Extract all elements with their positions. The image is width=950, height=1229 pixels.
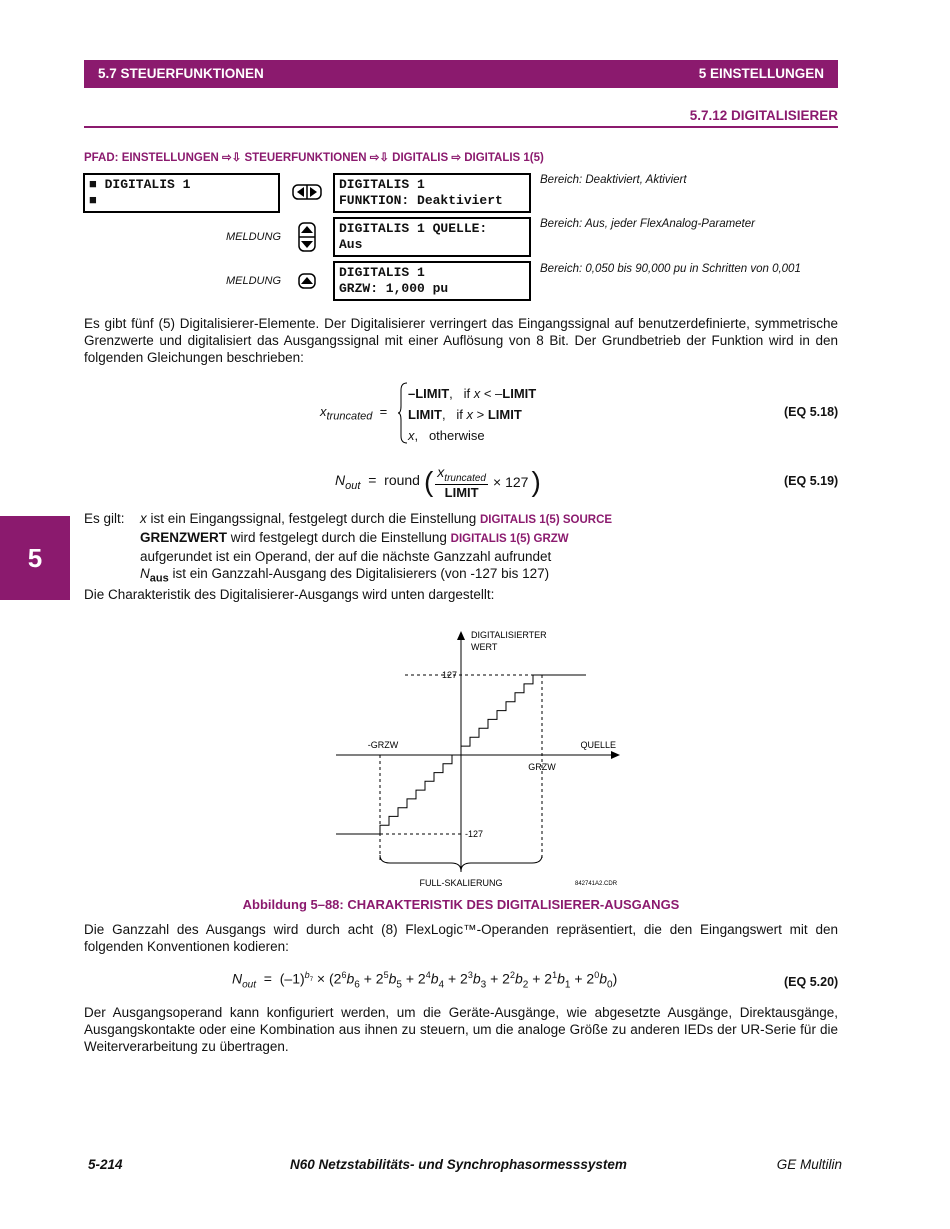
eq518-label: (EQ 5.18) bbox=[784, 405, 839, 419]
digitizer-characteristic-figure bbox=[330, 620, 630, 895]
footer-page-number: 5-214 bbox=[88, 1157, 123, 1172]
eq518-cases bbox=[408, 383, 536, 446]
eq518-lhs: $x_{truncated}$ = bbox=[320, 404, 388, 423]
pos-limit-label: GRZW bbox=[528, 762, 556, 772]
eq518-case-1: –LIMIT, if x < –LIMIT bbox=[408, 386, 537, 401]
menu-root-box: ■ DIGITALIS 1 ■ bbox=[83, 173, 280, 213]
up-down-key-icon bbox=[298, 222, 316, 252]
y-axis-arrow bbox=[457, 631, 465, 640]
settings-path: PFAD: EINSTELLUNGEN ⇨⇩ STEUERFUNKTIONEN ⇨⇩ DIGITALIS ⇨ DIGITALIS 1(5) bbox=[84, 152, 544, 164]
where-line-3: aufgerundet ist ein Operand, der auf die nächste Ganzzahl aufrundet bbox=[140, 549, 552, 564]
message-label: MELDUNG bbox=[226, 275, 282, 287]
section-title-right: 5 EINSTELLUNGEN bbox=[698, 66, 824, 81]
paragraph-3: Der Ausgangsoperand kann konfiguriert werden, um die Geräte-Ausgänge, wie abgesetzte Ausgänge, Direktausgänge, Ausgangskontakte oder eine Kombination aus ihnen zu steuern, um die analoge Größe zu anderen IEDs der UR-Serie für die Weiterverarbeitung zu übertragen. bbox=[84, 1005, 838, 1054]
x-label: QUELLE bbox=[580, 740, 616, 750]
display-limit: DIGITALIS 1 GRZW: 1,000 pu bbox=[333, 261, 531, 301]
message-label: MELDUNG bbox=[226, 231, 282, 243]
subsection-title: 5.7.12 DIGITALISIERER bbox=[689, 108, 838, 123]
display-source: DIGITALIS 1 QUELLE: Aus bbox=[333, 217, 531, 257]
range-source: Bereich: Aus, jeder FlexAnalog-Parameter bbox=[540, 218, 755, 230]
brace-label: FULL-SKALIERUNG bbox=[419, 878, 503, 888]
neg-limit-label: -GRZW bbox=[367, 740, 399, 750]
paragraph-2: Die Ganzzahl des Ausgangs wird durch acht (8) FlexLogic™-Operanden repräsentiert, die den Eingangswert mit den folgenden Konventionen kodieren: bbox=[84, 922, 838, 954]
where-intro: Es gilt: bbox=[84, 511, 125, 526]
eq519-label: (EQ 5.19) bbox=[784, 474, 839, 488]
y-label-2: WERT bbox=[471, 642, 498, 652]
tick-neg127: -127 bbox=[465, 829, 484, 839]
where-line-2: GRENZWERT wird festgelegt durch die Einstellung DIGITALIS 1(5) GRZW bbox=[140, 530, 569, 545]
tick-127: 127 bbox=[441, 670, 457, 680]
subsection-rule bbox=[84, 126, 838, 128]
eq520: $N_{out} = (-1)^{b_7} \times (2^6b_6 + 2^5b_5 + 2^4b_4 + 2^3b_3 + 2^2b_2 + 2^1b_1 + 2^0b_0)$ bbox=[232, 970, 618, 991]
case-brace bbox=[398, 382, 408, 444]
figure-code: 842741A2.CDR bbox=[575, 881, 618, 887]
where-line-4: $N_{aus}$ ist ein Ganzzahl-Ausgang des Digitalisierers (von -127 bis 127) bbox=[140, 566, 550, 585]
y-label-1: DIGITALISIERTER bbox=[471, 630, 547, 640]
characteristic-intro: Die Charakteristik des Digitalisierer-Ausgangs wird unten dargestellt: bbox=[84, 587, 495, 602]
section-title-left: 5.7 STEUERFUNKTIONEN bbox=[98, 66, 264, 81]
range-function: Bereich: Deaktiviert, Aktiviert bbox=[540, 174, 687, 186]
footer-brand: GE Multilin bbox=[776, 1157, 842, 1172]
up-key-icon bbox=[298, 273, 316, 289]
range-limit: Bereich: 0,050 bis 90,000 pu in Schritten von 0,001 bbox=[540, 263, 801, 275]
x-axis-arrow bbox=[611, 751, 620, 759]
footer-title: N60 Netzstabilitäts- und Synchrophasormesssystem bbox=[290, 1157, 627, 1172]
display-function: DIGITALIS 1 FUNKTION: Deaktiviert bbox=[333, 173, 531, 213]
where-block bbox=[140, 510, 840, 588]
where-line-1: x ist ein Eingangssignal, festgelegt durch die Einstellung DIGITALIS 1(5) SOURCE bbox=[140, 511, 613, 526]
eq518-case-3: x, otherwise bbox=[408, 428, 485, 443]
eq519-table: $N_{out}$ = round ( $x_{truncated}$ LIMIT × 127 ) bbox=[335, 464, 541, 500]
section-header-bar bbox=[84, 60, 838, 88]
eq518-case-2: LIMIT, if x > LIMIT bbox=[408, 407, 522, 422]
figure-caption: Abbildung 5–88: CHARAKTERISTIK DES DIGITALISIERER-AUSGANGS bbox=[242, 897, 680, 912]
intro-paragraph: Es gibt fünf (5) Digitalisierer-Elemente. Der Digitalisierer verringert das Eingangssignal auf benutzerdefinierte, symmetrische Grenzwerte und digitalisiert das Ausgangssignal mit einer Auflösung von 8 Bit. Der Grundbetrieb der Funktion wird in den folgenden Gleichungen beschrieben: bbox=[84, 316, 838, 365]
left-right-key-icon bbox=[292, 184, 322, 200]
chapter-tab: 5 bbox=[0, 516, 70, 600]
eq519 bbox=[335, 464, 541, 500]
eq520-label: (EQ 5.20) bbox=[784, 975, 839, 989]
